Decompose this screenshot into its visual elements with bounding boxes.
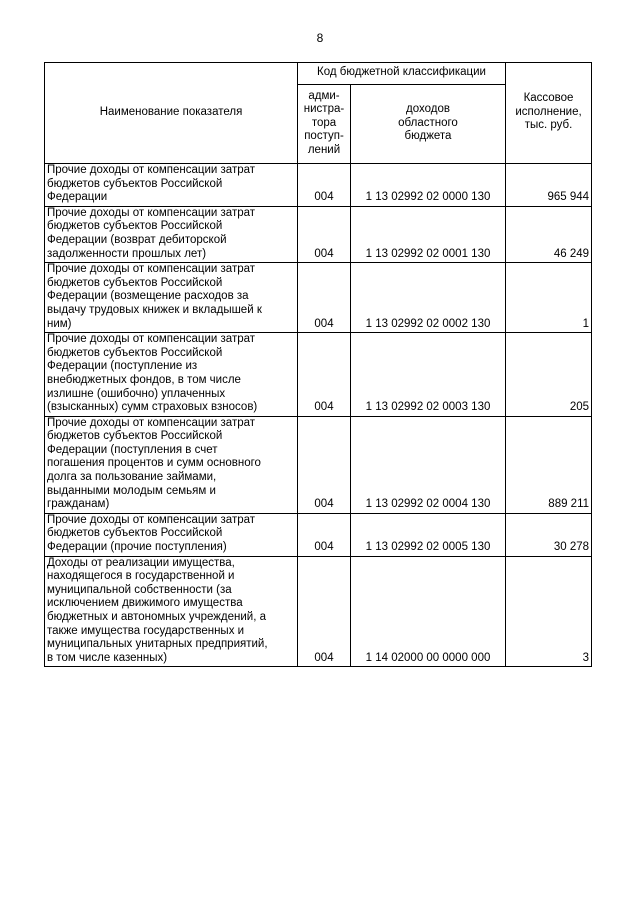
table-row — [45, 206, 592, 262]
row-amount: 1 — [506, 263, 592, 333]
table-header-row — [45, 63, 592, 85]
table-row — [45, 556, 592, 667]
row-amount: 46 249 — [506, 206, 592, 262]
row-amount: 965 944 — [506, 164, 592, 207]
row-admin-code: 004 — [298, 206, 351, 262]
table-row — [45, 513, 592, 556]
row-budget-code: 1 14 02000 00 0000 000 — [351, 556, 506, 667]
row-admin-code: 004 — [298, 513, 351, 556]
header-cash-execution: Кассовое исполнение, тыс. руб. — [506, 63, 592, 164]
row-name: Прочие доходы от компенсации затрат бюджетов субъектов Российской Федерации (прочие поступления) — [45, 513, 298, 556]
row-admin-code: 004 — [298, 333, 351, 417]
row-budget-code: 1 13 02992 02 0000 130 — [351, 164, 506, 207]
table-row — [45, 164, 592, 207]
row-budget-code: 1 13 02992 02 0005 130 — [351, 513, 506, 556]
page-number: 8 — [316, 31, 324, 45]
row-amount: 30 278 — [506, 513, 592, 556]
row-name: Прочие доходы от компенсации затрат бюджетов субъектов Российской Федерации (возмещение расходов за выдачу трудовых книжек и вкладышей к ним) — [45, 263, 298, 333]
row-admin-code: 004 — [298, 164, 351, 207]
header-name: Наименование показателя — [45, 63, 298, 164]
row-amount: 205 — [506, 333, 592, 417]
row-budget-code: 1 13 02992 02 0001 130 — [351, 206, 506, 262]
row-name: Прочие доходы от компенсации затрат бюджетов субъектов Российской Федерации — [45, 164, 298, 207]
table-row — [45, 416, 592, 513]
header-revenue-code: доходов областного бюджета — [351, 85, 506, 164]
row-admin-code: 004 — [298, 416, 351, 513]
row-amount: 889 211 — [506, 416, 592, 513]
row-name: Прочие доходы от компенсации затрат бюджетов субъектов Российской Федерации (поступление из внебюджетных фондов, в том числе излишне (ошибочно) уплаченных (взысканных) сумм страховых взносов) — [45, 333, 298, 417]
row-name: Прочие доходы от компенсации затрат бюджетов субъектов Российской Федерации (возврат дебиторской задолженности прошлых лет) — [45, 206, 298, 262]
revenue-table — [44, 62, 592, 667]
row-budget-code: 1 13 02992 02 0002 130 — [351, 263, 506, 333]
row-admin-code: 004 — [298, 263, 351, 333]
row-admin-code: 004 — [298, 556, 351, 667]
row-name: Доходы от реализации имущества, находящегося в государственной и муниципальной собственности (за исключением движимого имущества бюджетных и автономных учреждений, а также имущества государственных и муниципальных унитарных предприятий, в том числе казенных) — [45, 556, 298, 667]
header-administrator: адми- нистра- тора поступ- лений — [298, 85, 351, 164]
header-budget-code-group: Код бюджетной классификации — [298, 63, 506, 85]
table-row — [45, 333, 592, 417]
row-amount: 3 — [506, 556, 592, 667]
table-row — [45, 263, 592, 333]
row-budget-code: 1 13 02992 02 0003 130 — [351, 333, 506, 417]
row-name: Прочие доходы от компенсации затрат бюджетов субъектов Российской Федерации (поступления в счет погашения процентов и сумм основного долга за пользование займами, выданными молодым семьям и гражданам) — [45, 416, 298, 513]
row-budget-code: 1 13 02992 02 0004 130 — [351, 416, 506, 513]
